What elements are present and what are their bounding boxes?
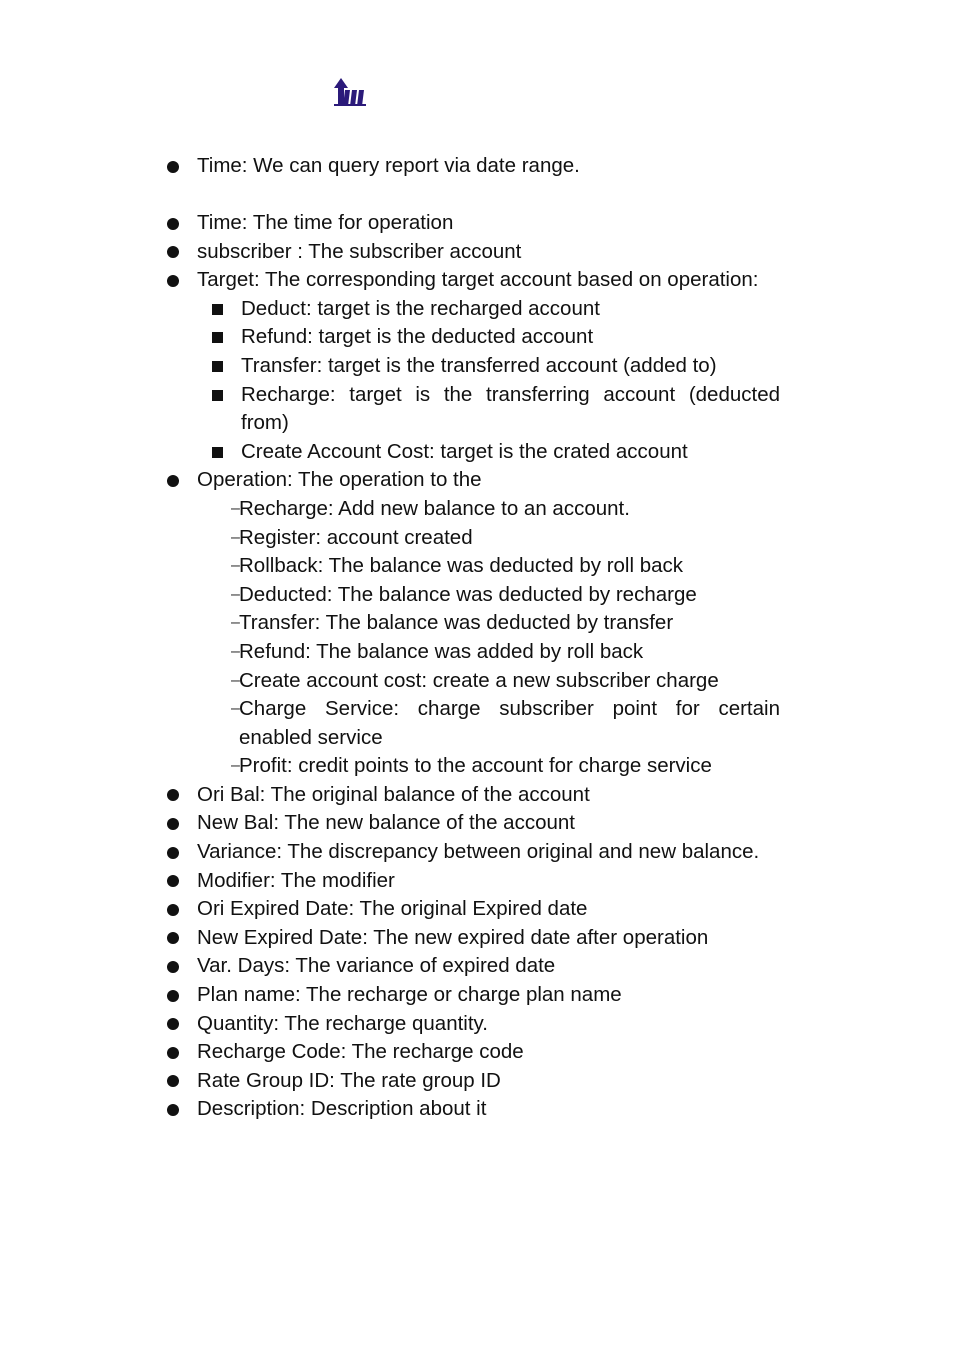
item-text: Modifier: The modifier (197, 868, 395, 892)
bullet-icon (167, 847, 179, 859)
item-text: Variance: The discrepancy between original and new balance. (197, 840, 760, 864)
sub-list-item (197, 695, 780, 752)
sub-item-text: Rollback: The balance was deducted by roll back (239, 554, 684, 578)
list-item (163, 952, 780, 981)
item-text: Ori Expired Date: The original Expired date (197, 897, 588, 921)
item-text: Operation: The operation to the (197, 468, 482, 492)
item-text: Target: The corresponding target account based on operation: (197, 268, 759, 292)
field-list (163, 209, 780, 1124)
square-bullet-icon (212, 447, 223, 458)
dash-bullet-icon: – (231, 585, 240, 603)
dash-bullet-icon: – (231, 757, 240, 775)
sub-list-item (197, 495, 780, 524)
company-logo-icon (330, 76, 370, 110)
intro-list (163, 152, 780, 181)
sub-list-item (197, 667, 780, 696)
item-text: Time: We can query report via date range. (197, 154, 580, 177)
dash-bullet-icon: – (231, 528, 240, 546)
list-item (163, 809, 780, 838)
square-bullet-icon (212, 332, 223, 343)
list-item (163, 1038, 780, 1067)
sub-list-item (197, 524, 780, 553)
bullet-icon (167, 246, 179, 258)
sub-item-text: Deducted: The balance was deducted by recharge (239, 582, 697, 606)
list-item (163, 867, 780, 896)
sub-item-text: Recharge: target is the transferring account (deducted from) (241, 382, 780, 435)
bullet-icon (167, 1047, 179, 1059)
operation-sublist (221, 495, 780, 781)
bullet-icon (167, 875, 179, 887)
item-text: Time: The time for operation (197, 211, 454, 234)
bullet-icon (167, 275, 179, 287)
item-text: Var. Days: The variance of expired date (197, 954, 556, 978)
list-item (163, 781, 780, 810)
target-sublist (209, 295, 780, 467)
bullet-icon (167, 961, 179, 973)
list-item (163, 981, 780, 1010)
bullet-icon (167, 1075, 179, 1087)
list-item (163, 466, 780, 495)
list-item (163, 1095, 780, 1124)
bullet-icon (167, 789, 179, 801)
bullet-icon (167, 932, 179, 944)
dash-bullet-icon: – (231, 557, 240, 575)
bullet-icon (167, 218, 179, 230)
square-bullet-icon (212, 390, 223, 401)
sub-list-item (197, 752, 780, 781)
item-text: Plan name: The recharge or charge plan name (197, 983, 622, 1007)
item-text: Description: Description about it (197, 1097, 487, 1121)
list-item (163, 1010, 780, 1039)
list-item (163, 1067, 780, 1096)
sub-list-item (209, 381, 780, 438)
dash-bullet-icon: – (231, 499, 240, 517)
target-sublist-container (163, 295, 780, 467)
bullet-icon (167, 990, 179, 1002)
list-item (163, 895, 780, 924)
square-bullet-icon (212, 304, 223, 315)
sub-item-text: Profit: credit points to the account for charge service (239, 754, 712, 778)
sub-list-item (209, 295, 780, 324)
sub-list-item (197, 581, 780, 610)
item-text: New Expired Date: The new expired date after operation (197, 925, 709, 949)
item-text: Rate Group ID: The rate group ID (197, 1068, 501, 1092)
list-item (163, 209, 780, 238)
sub-list-item (197, 609, 780, 638)
item-text: subscriber : The subscriber account (197, 239, 522, 263)
bullet-icon (167, 1018, 179, 1030)
dash-bullet-icon: – (231, 700, 240, 718)
bullet-icon (167, 161, 179, 173)
bullet-icon (167, 904, 179, 916)
bullet-icon (167, 818, 179, 830)
sub-item-text: Transfer: The balance was deducted by transfer (239, 611, 674, 635)
bullet-icon (167, 475, 179, 487)
sub-item-text: Create account cost: create a new subscriber charge (239, 668, 719, 692)
dash-bullet-icon: – (231, 614, 240, 632)
sub-list-item (209, 323, 780, 352)
dash-bullet-icon: – (231, 642, 240, 660)
item-text: Recharge Code: The recharge code (197, 1040, 524, 1064)
sub-item-text: Charge Service: charge subscriber point for certain enabled service (239, 697, 780, 749)
sub-list-item (209, 352, 780, 381)
operation-sublist-container (163, 495, 780, 781)
list-item (163, 838, 780, 867)
list-item (163, 152, 780, 181)
sub-item-text: Refund: The balance was added by roll back (239, 639, 644, 663)
dash-bullet-icon: – (231, 671, 240, 689)
square-bullet-icon (212, 361, 223, 372)
sub-item-text: Deduct: target is the recharged account (241, 296, 600, 320)
bullet-icon (167, 1104, 179, 1116)
sub-item-text: Transfer: target is the transferred account (added to) (241, 353, 717, 377)
item-text: Ori Bal: The original balance of the account (197, 782, 590, 806)
sub-list-item (197, 638, 780, 667)
item-text: Quantity: The recharge quantity. (197, 1011, 488, 1035)
sub-list-item (197, 552, 780, 581)
list-item (163, 924, 780, 953)
list-item (163, 266, 780, 295)
sub-item-text: Refund: target is the deducted account (241, 325, 594, 349)
sub-item-text: Create Account Cost: target is the crated account (241, 439, 688, 463)
sub-list-item (209, 438, 780, 467)
sub-item-text: Recharge: Add new balance to an account. (239, 496, 630, 520)
item-text: New Bal: The new balance of the account (197, 811, 575, 835)
list-item (163, 238, 780, 267)
sub-item-text: Register: account created (239, 525, 473, 549)
